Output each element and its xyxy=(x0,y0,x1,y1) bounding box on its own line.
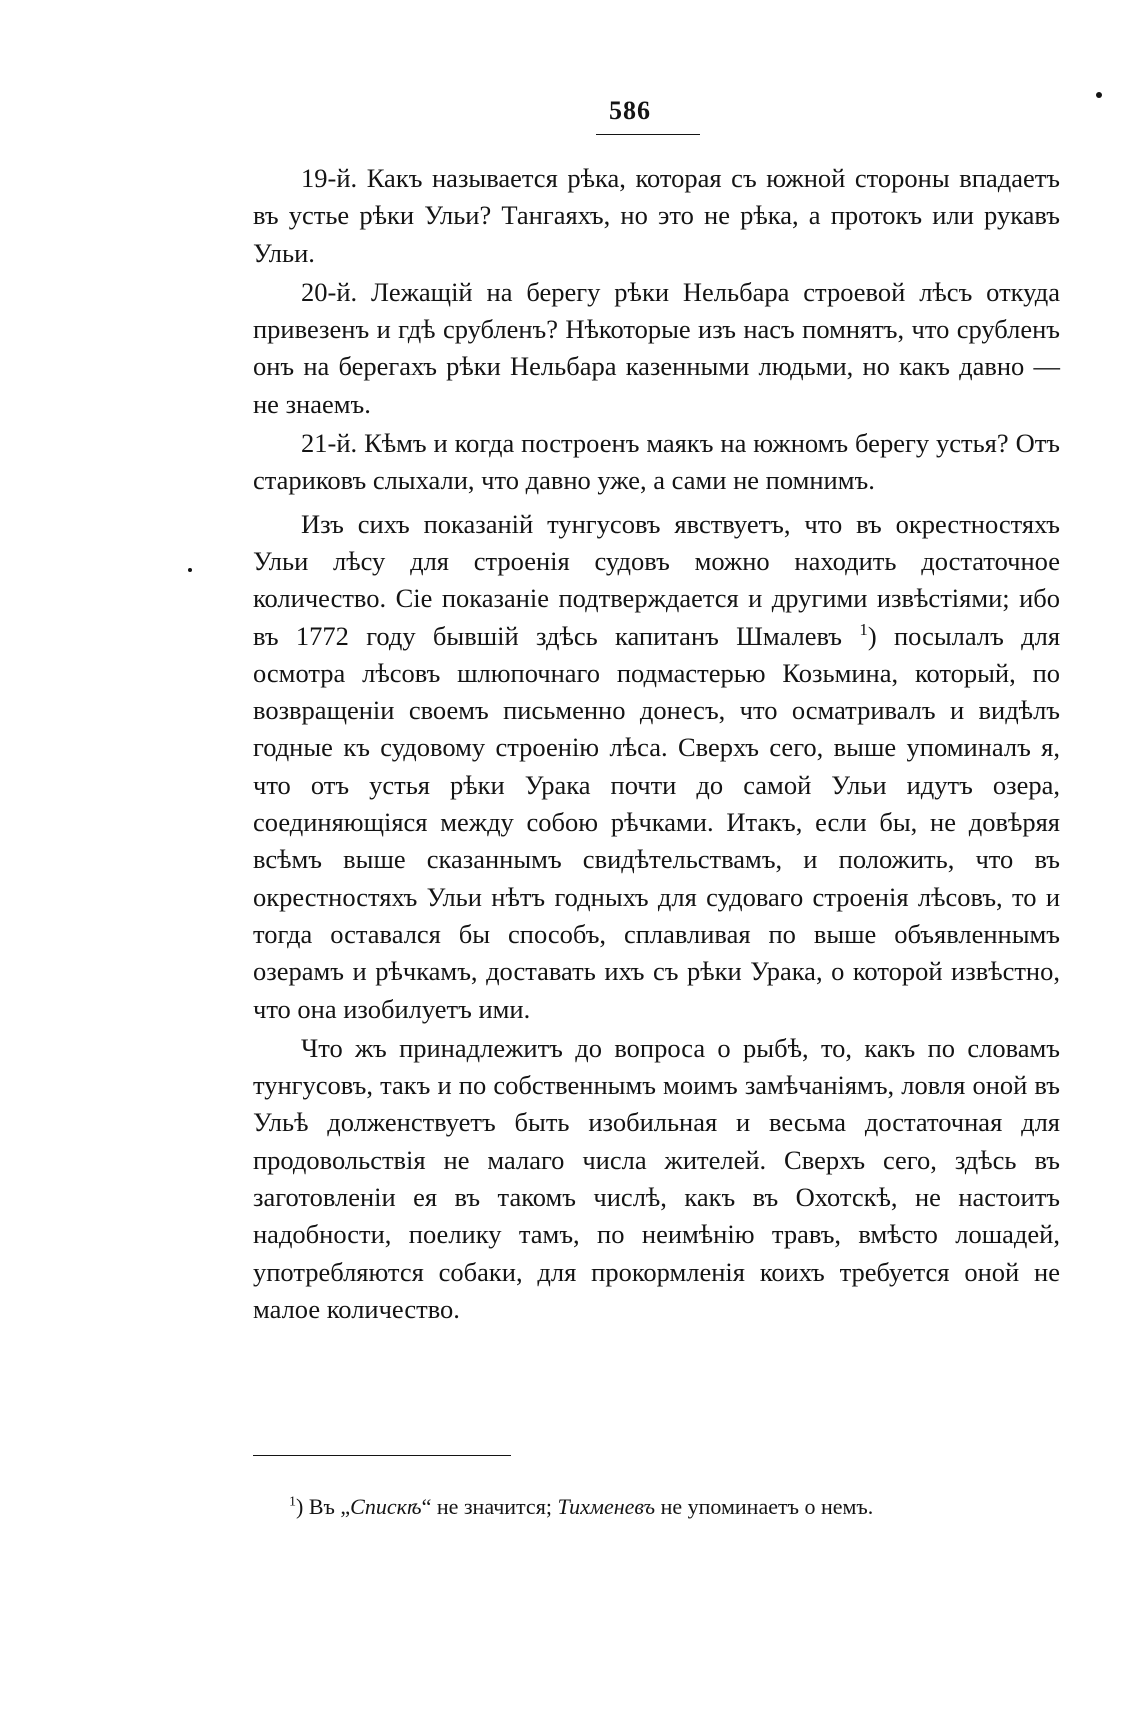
footnote-separator xyxy=(253,1455,511,1456)
page-number-underline xyxy=(596,134,700,135)
footnote-number: 1 xyxy=(289,1494,296,1510)
footnote-reference: 1 xyxy=(859,619,868,639)
body-text xyxy=(253,160,1060,1328)
paragraph-question-19: 19-й. Какъ называется рѣка, которая съ южной стороны впадаетъ въ устье рѣки Ульи? Тангаяхъ, но это не рѣка, а протокъ или рукавъ Ульи. xyxy=(253,163,1060,268)
paragraph-forest-evidence xyxy=(253,506,1060,1028)
paragraph-question-20: 20-й. Лежащій на берегу рѣки Нельбара строевой лѣсъ откуда привезенъ и гдѣ срубленъ? Нѣкоторые изъ насъ помнятъ, что срубленъ онъ на берегахъ рѣки Нельбара казенными людьми, но какъ давно — не знаемъ. xyxy=(253,276,1060,419)
ink-speck xyxy=(188,568,192,572)
footnote-text: не упоминаетъ о немъ. xyxy=(655,1494,874,1519)
paragraph-fishing: Что жъ принадлежитъ до вопроса о рыбѣ, то, какъ по словамъ тунгусовъ, такъ и по собственнымъ моимъ замѣчаніямъ, ловля оной въ Ульѣ долженствуетъ быть изобильная и весьма достаточная для продовольствія не малаго числа жителей. Сверхъ сего, здѣсь въ заготовленіи ея въ такомъ числѣ, какъ въ Охотскѣ, не настоитъ надобности, поелику тамъ, по неимѣнію травъ, вмѣсто лошадей, употребляются собаки, для прокормленія коихъ требуется оной не малое количество. xyxy=(253,1032,1060,1324)
page-number: 586 xyxy=(609,96,651,125)
ink-speck xyxy=(1096,92,1102,98)
paragraph-text: ) посылалъ для осмотра лѣсовъ шлюпочнаго подмастерью Козьмина, который, по возвращеніи своемъ письменно донесъ, что осматривалъ и видѣлъ годные къ судовому строенію лѣса. Сверхъ сего, выше упоминалъ я, что отъ устья рѣки Урака почти до самой Ульи идутъ озера, соединяющіяся между собою рѣчками. Итакъ, если бы, не довѣряя всѣмъ выше сказаннымъ свидѣтельствамъ, и положить, что въ окрестностяхъ Ульи нѣтъ годныхъ для судоваго строенія лѣсовъ, то и тогда оставался бы способъ, сплавливая по выше объявленнымъ озерамъ и рѣчкамъ, доставать ихъ съ рѣки Урака, о которой извѣстно, что она изобилуетъ ими. xyxy=(253,620,1061,1024)
footnote-text: “ не значится; xyxy=(421,1494,558,1519)
footnote xyxy=(253,1492,1060,1522)
footnote-bracket: ) xyxy=(296,1494,304,1519)
footnote-text: Въ „ xyxy=(303,1494,351,1519)
paragraph-question-21: 21-й. Кѣмъ и когда построенъ маякъ на южномъ берегу устья? Отъ стариковъ слыхали, что давно уже, а сами не помнимъ. xyxy=(253,428,1060,496)
footnote-italic-name: Тихменевъ xyxy=(557,1494,656,1519)
footnote-italic-title: Спискѣ xyxy=(350,1494,422,1519)
paragraph-text: Изъ сихъ показаній тунгусовъ явствуетъ, что въ окрестностяхъ Ульи лѣсу для строенія судовъ можно находить достаточное количество. Сіе показаніе подтверждается и другими извѣстіями; ибо въ 1772 году бывшій здѣсь капитанъ Шмалевъ xyxy=(253,508,1060,651)
